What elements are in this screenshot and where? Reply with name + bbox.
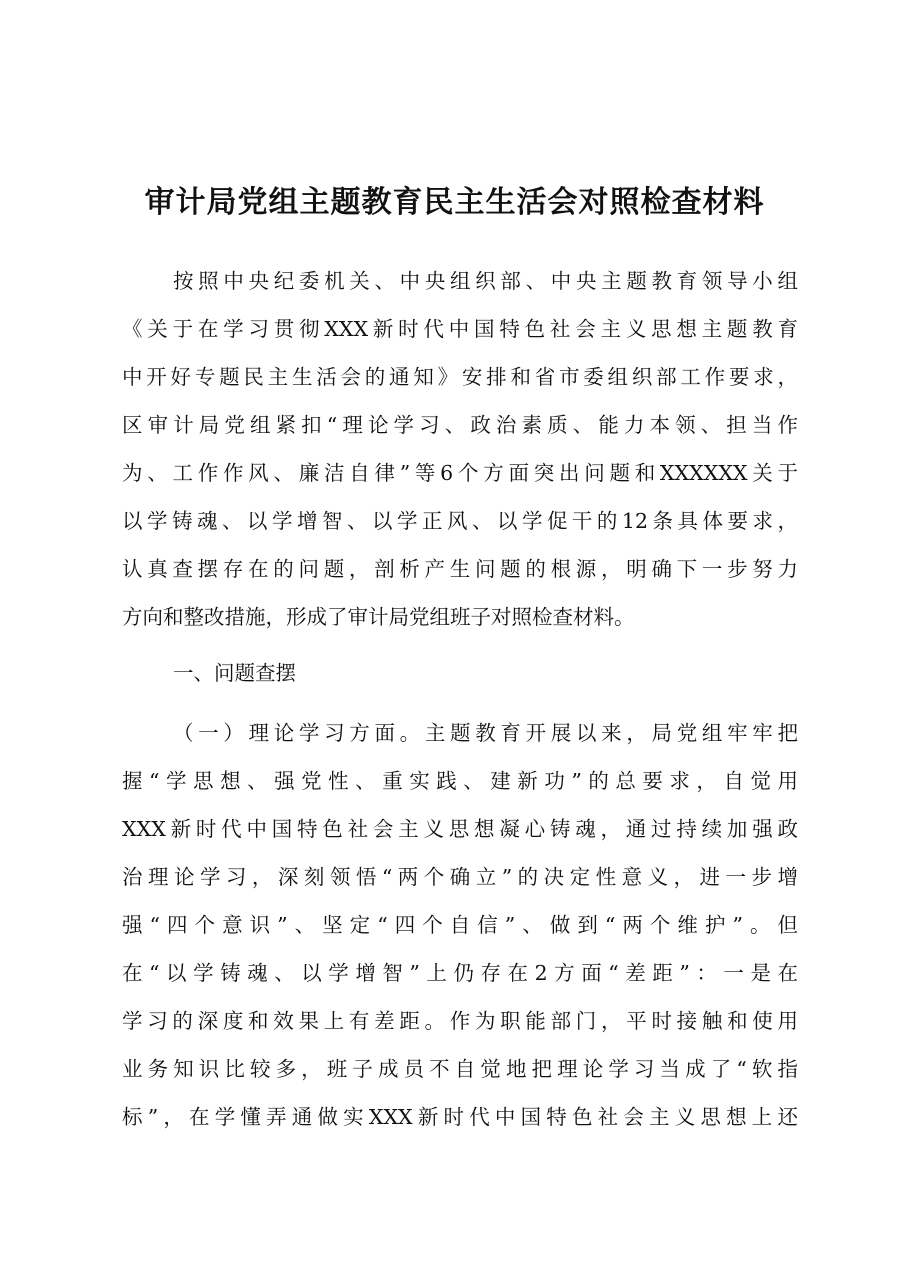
- paragraph-line: 区审计局党组紧扣“理论学习、政治素质、能力本领、担当作: [122, 413, 798, 437]
- section-heading: 一、问题查摆: [173, 661, 296, 685]
- paragraph-line: 中开好专题民主生活会的通知》安排和省市委组织部工作要求，: [122, 365, 798, 389]
- paragraph-line: 方向和整改措施，形成了审计局党组班子对照检查材料。: [122, 605, 635, 629]
- paragraph-line: 以学铸魂、以学增智、以学正风、以学促干的12条具体要求，: [122, 509, 798, 533]
- paragraph-line: 《关于在学习贯彻XXX新时代中国特色社会主义思想主题教育: [122, 317, 798, 341]
- paragraph-line: 治理论学习，深刻领悟“两个确立”的决定性意义，进一步增: [122, 865, 798, 889]
- paragraph-line: 在“以学铸魂、以学增智”上仍存在2方面“差距”：一是在: [122, 961, 798, 985]
- paragraph-line: 握“学思想、强党性、重实践、建新功”的总要求，自觉用: [122, 769, 798, 793]
- paragraph-line: 强“四个意识”、坚定“四个自信”、做到“两个维护”。但: [122, 913, 798, 937]
- paragraph-line: XXX新时代中国特色社会主义思想凝心铸魂，通过持续加强政: [122, 817, 798, 841]
- paragraph-line: 为、工作作风、廉洁自律”等6个方面突出问题和XXXXXX关于: [122, 461, 798, 485]
- paragraph-line: 业务知识比较多，班子成员不自觉地把理论学习当成了“软指: [122, 1057, 798, 1081]
- document-title: 审计局党组主题教育民主生活会对照检查材料: [144, 185, 765, 220]
- paragraph-line: 按照中央纪委机关、中央组织部、中央主题教育领导小组: [173, 269, 798, 293]
- paragraph-line: 学习的深度和效果上有差距。作为职能部门，平时接触和使用: [122, 1009, 798, 1033]
- paragraph-line: （一）理论学习方面。主题教育开展以来，局党组牢牢把: [173, 721, 798, 745]
- paragraph-line: 标”，在学懂弄通做实XXX新时代中国特色社会主义思想上还: [122, 1105, 798, 1129]
- paragraph-line: 认真查摆存在的问题，剖析产生问题的根源，明确下一步努力: [122, 557, 798, 581]
